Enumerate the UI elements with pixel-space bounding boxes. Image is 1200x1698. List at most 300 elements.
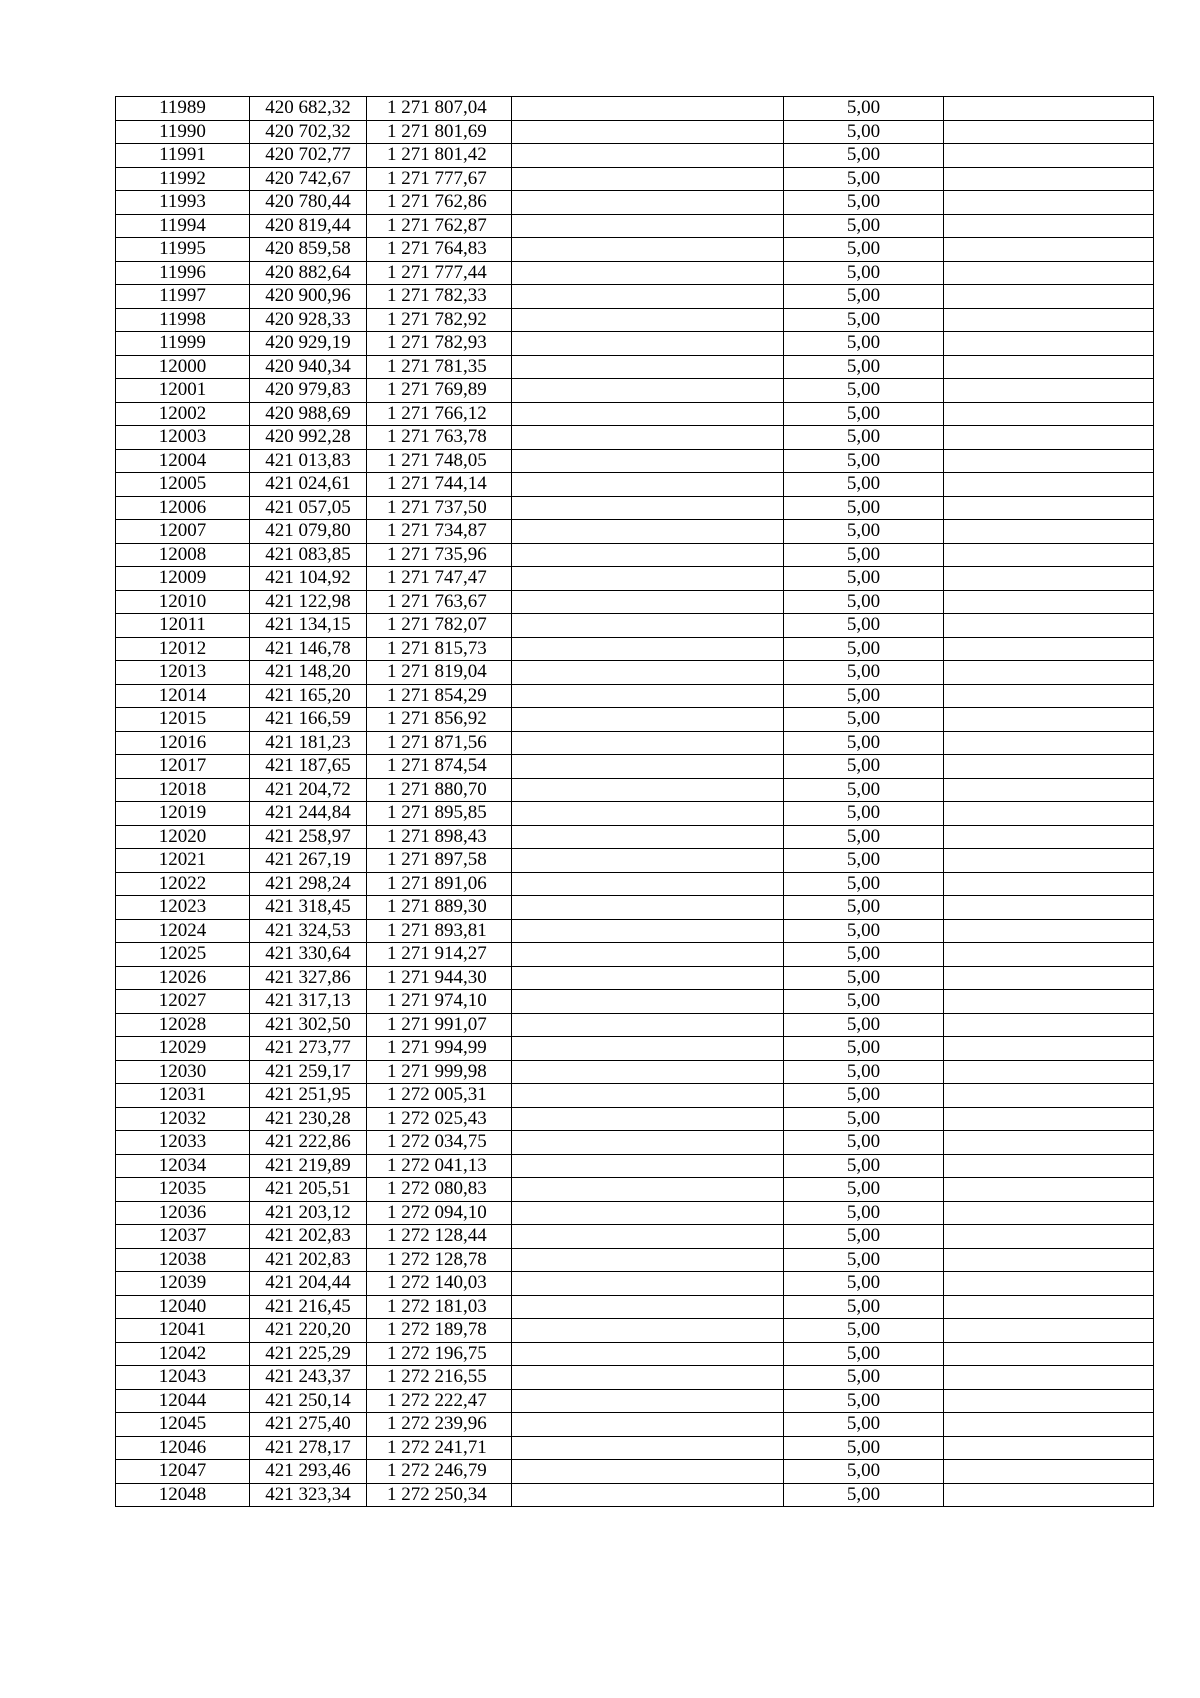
empty-cell [944, 214, 1154, 238]
table-row [116, 1225, 1154, 1249]
value-cell: 5,00 [784, 144, 944, 168]
empty-cell [944, 590, 1154, 614]
x-coordinate-cell: 421 104,92 [250, 567, 367, 591]
x-coordinate-cell: 421 293,46 [250, 1460, 367, 1484]
table-row [116, 308, 1154, 332]
x-coordinate-cell: 421 220,20 [250, 1319, 367, 1343]
empty-cell [512, 1389, 784, 1413]
y-coordinate-cell: 1 271 744,14 [367, 473, 512, 497]
x-coordinate-cell: 421 203,12 [250, 1201, 367, 1225]
value-cell: 5,00 [784, 449, 944, 473]
empty-cell [512, 191, 784, 215]
x-coordinate-cell: 420 940,34 [250, 355, 367, 379]
empty-cell [512, 496, 784, 520]
value-cell: 5,00 [784, 755, 944, 779]
table-row [116, 1013, 1154, 1037]
point-number-cell: 12003 [116, 426, 250, 450]
point-number-cell: 12006 [116, 496, 250, 520]
point-number-cell: 12008 [116, 543, 250, 567]
y-coordinate-cell: 1 271 782,07 [367, 614, 512, 638]
point-number-cell: 12004 [116, 449, 250, 473]
y-coordinate-cell: 1 272 140,03 [367, 1272, 512, 1296]
y-coordinate-cell: 1 271 880,70 [367, 778, 512, 802]
value-cell: 5,00 [784, 567, 944, 591]
empty-cell [944, 1436, 1154, 1460]
point-number-cell: 11999 [116, 332, 250, 356]
empty-cell [512, 1460, 784, 1484]
empty-cell [512, 778, 784, 802]
empty-cell [944, 1342, 1154, 1366]
point-number-cell: 12021 [116, 849, 250, 873]
empty-cell [512, 97, 784, 121]
value-cell: 5,00 [784, 1413, 944, 1437]
point-number-cell: 12013 [116, 661, 250, 685]
value-cell: 5,00 [784, 896, 944, 920]
empty-cell [512, 1319, 784, 1343]
table-row [116, 1248, 1154, 1272]
table-row [116, 1389, 1154, 1413]
x-coordinate-cell: 420 979,83 [250, 379, 367, 403]
point-number-cell: 12000 [116, 355, 250, 379]
table-row [116, 872, 1154, 896]
table-row [116, 825, 1154, 849]
empty-cell [512, 1295, 784, 1319]
table-row [116, 1060, 1154, 1084]
x-coordinate-cell: 420 819,44 [250, 214, 367, 238]
y-coordinate-cell: 1 271 895,85 [367, 802, 512, 826]
empty-cell [944, 896, 1154, 920]
x-coordinate-cell: 421 057,05 [250, 496, 367, 520]
table-row [116, 896, 1154, 920]
empty-cell [512, 849, 784, 873]
empty-cell [512, 896, 784, 920]
empty-cell [512, 943, 784, 967]
empty-cell [944, 849, 1154, 873]
point-number-cell: 12016 [116, 731, 250, 755]
empty-cell [944, 426, 1154, 450]
table-row [116, 1436, 1154, 1460]
value-cell: 5,00 [784, 543, 944, 567]
value-cell: 5,00 [784, 238, 944, 262]
point-number-cell: 12045 [116, 1413, 250, 1437]
y-coordinate-cell: 1 271 801,69 [367, 120, 512, 144]
x-coordinate-cell: 421 324,53 [250, 919, 367, 943]
empty-cell [944, 919, 1154, 943]
point-number-cell: 11996 [116, 261, 250, 285]
value-cell: 5,00 [784, 308, 944, 332]
empty-cell [512, 1154, 784, 1178]
x-coordinate-cell: 421 205,51 [250, 1178, 367, 1202]
empty-cell [944, 1460, 1154, 1484]
table-row [116, 402, 1154, 426]
point-number-cell: 12041 [116, 1319, 250, 1343]
table-row [116, 1460, 1154, 1484]
empty-cell [944, 167, 1154, 191]
empty-cell [944, 567, 1154, 591]
empty-cell [944, 97, 1154, 121]
empty-cell [512, 1248, 784, 1272]
empty-cell [512, 1272, 784, 1296]
value-cell: 5,00 [784, 97, 944, 121]
table-row [116, 1201, 1154, 1225]
point-number-cell: 12047 [116, 1460, 250, 1484]
empty-cell [944, 238, 1154, 262]
x-coordinate-cell: 421 267,19 [250, 849, 367, 873]
empty-cell [512, 802, 784, 826]
point-number-cell: 12040 [116, 1295, 250, 1319]
y-coordinate-cell: 1 271 871,56 [367, 731, 512, 755]
x-coordinate-cell: 420 859,58 [250, 238, 367, 262]
table-row [116, 1319, 1154, 1343]
table-row [116, 849, 1154, 873]
empty-cell [512, 120, 784, 144]
point-number-cell: 11992 [116, 167, 250, 191]
table-row [116, 238, 1154, 262]
value-cell: 5,00 [784, 1178, 944, 1202]
x-coordinate-cell: 421 222,86 [250, 1131, 367, 1155]
value-cell: 5,00 [784, 684, 944, 708]
x-coordinate-cell: 421 302,50 [250, 1013, 367, 1037]
y-coordinate-cell: 1 272 034,75 [367, 1131, 512, 1155]
empty-cell [512, 1366, 784, 1390]
empty-cell [944, 1013, 1154, 1037]
x-coordinate-cell: 421 230,28 [250, 1107, 367, 1131]
y-coordinate-cell: 1 271 737,50 [367, 496, 512, 520]
y-coordinate-cell: 1 271 766,12 [367, 402, 512, 426]
empty-cell [944, 637, 1154, 661]
table-row [116, 1366, 1154, 1390]
x-coordinate-cell: 421 323,34 [250, 1483, 367, 1507]
x-coordinate-cell: 420 780,44 [250, 191, 367, 215]
empty-cell [512, 285, 784, 309]
x-coordinate-cell: 421 273,77 [250, 1037, 367, 1061]
point-number-cell: 12027 [116, 990, 250, 1014]
table-row [116, 966, 1154, 990]
point-number-cell: 12025 [116, 943, 250, 967]
empty-cell [512, 1342, 784, 1366]
y-coordinate-cell: 1 271 781,35 [367, 355, 512, 379]
value-cell: 5,00 [784, 1483, 944, 1507]
empty-cell [944, 520, 1154, 544]
x-coordinate-cell: 421 216,45 [250, 1295, 367, 1319]
x-coordinate-cell: 421 318,45 [250, 896, 367, 920]
empty-cell [944, 449, 1154, 473]
point-number-cell: 12026 [116, 966, 250, 990]
value-cell: 5,00 [784, 919, 944, 943]
empty-cell [512, 1131, 784, 1155]
empty-cell [512, 1225, 784, 1249]
point-number-cell: 12014 [116, 684, 250, 708]
table-row [116, 614, 1154, 638]
table-row [116, 755, 1154, 779]
empty-cell [944, 1037, 1154, 1061]
y-coordinate-cell: 1 271 735,96 [367, 543, 512, 567]
table-row [116, 167, 1154, 191]
y-coordinate-cell: 1 272 025,43 [367, 1107, 512, 1131]
x-coordinate-cell: 421 327,86 [250, 966, 367, 990]
empty-cell [944, 285, 1154, 309]
x-coordinate-cell: 421 134,15 [250, 614, 367, 638]
y-coordinate-cell: 1 271 994,99 [367, 1037, 512, 1061]
value-cell: 5,00 [784, 426, 944, 450]
table-row [116, 731, 1154, 755]
x-coordinate-cell: 421 202,83 [250, 1248, 367, 1272]
value-cell: 5,00 [784, 849, 944, 873]
empty-cell [512, 919, 784, 943]
value-cell: 5,00 [784, 355, 944, 379]
table-row [116, 684, 1154, 708]
value-cell: 5,00 [784, 1107, 944, 1131]
empty-cell [512, 543, 784, 567]
y-coordinate-cell: 1 271 763,78 [367, 426, 512, 450]
empty-cell [512, 1060, 784, 1084]
value-cell: 5,00 [784, 332, 944, 356]
table-row [116, 1342, 1154, 1366]
x-coordinate-cell: 421 013,83 [250, 449, 367, 473]
value-cell: 5,00 [784, 120, 944, 144]
x-coordinate-cell: 421 244,84 [250, 802, 367, 826]
x-coordinate-cell: 421 258,97 [250, 825, 367, 849]
table-row [116, 543, 1154, 567]
x-coordinate-cell: 421 148,20 [250, 661, 367, 685]
value-cell: 5,00 [784, 708, 944, 732]
table-row [116, 1178, 1154, 1202]
x-coordinate-cell: 421 243,37 [250, 1366, 367, 1390]
value-cell: 5,00 [784, 496, 944, 520]
value-cell: 5,00 [784, 1037, 944, 1061]
y-coordinate-cell: 1 272 241,71 [367, 1436, 512, 1460]
empty-cell [944, 1201, 1154, 1225]
table-row [116, 285, 1154, 309]
empty-cell [512, 1107, 784, 1131]
value-cell: 5,00 [784, 1295, 944, 1319]
value-cell: 5,00 [784, 1248, 944, 1272]
table-row [116, 1084, 1154, 1108]
table-row [116, 449, 1154, 473]
empty-cell [944, 1131, 1154, 1155]
empty-cell [512, 402, 784, 426]
value-cell: 5,00 [784, 1436, 944, 1460]
x-coordinate-cell: 421 278,17 [250, 1436, 367, 1460]
x-coordinate-cell: 421 219,89 [250, 1154, 367, 1178]
empty-cell [944, 543, 1154, 567]
empty-cell [512, 167, 784, 191]
y-coordinate-cell: 1 271 889,30 [367, 896, 512, 920]
empty-cell [944, 614, 1154, 638]
y-coordinate-cell: 1 271 999,98 [367, 1060, 512, 1084]
empty-cell [944, 990, 1154, 1014]
y-coordinate-cell: 1 271 782,93 [367, 332, 512, 356]
table-row [116, 332, 1154, 356]
table-row [116, 426, 1154, 450]
x-coordinate-cell: 421 146,78 [250, 637, 367, 661]
y-coordinate-cell: 1 271 854,29 [367, 684, 512, 708]
x-coordinate-cell: 421 275,40 [250, 1413, 367, 1437]
empty-cell [944, 1295, 1154, 1319]
empty-cell [512, 661, 784, 685]
table-row [116, 943, 1154, 967]
empty-cell [512, 731, 784, 755]
x-coordinate-cell: 421 259,17 [250, 1060, 367, 1084]
x-coordinate-cell: 421 204,72 [250, 778, 367, 802]
point-number-cell: 12001 [116, 379, 250, 403]
table-row [116, 990, 1154, 1014]
empty-cell [944, 473, 1154, 497]
x-coordinate-cell: 420 742,67 [250, 167, 367, 191]
y-coordinate-cell: 1 271 762,86 [367, 191, 512, 215]
table-row [116, 1037, 1154, 1061]
value-cell: 5,00 [784, 473, 944, 497]
table-row [116, 708, 1154, 732]
empty-cell [512, 1013, 784, 1037]
empty-cell [512, 872, 784, 896]
point-number-cell: 11990 [116, 120, 250, 144]
point-number-cell: 11991 [116, 144, 250, 168]
point-number-cell: 12012 [116, 637, 250, 661]
x-coordinate-cell: 421 083,85 [250, 543, 367, 567]
table-row [116, 144, 1154, 168]
table-row [116, 802, 1154, 826]
empty-cell [944, 308, 1154, 332]
value-cell: 5,00 [784, 214, 944, 238]
y-coordinate-cell: 1 272 128,44 [367, 1225, 512, 1249]
point-number-cell: 12005 [116, 473, 250, 497]
x-coordinate-cell: 421 202,83 [250, 1225, 367, 1249]
point-number-cell: 12011 [116, 614, 250, 638]
point-number-cell: 12010 [116, 590, 250, 614]
y-coordinate-cell: 1 272 239,96 [367, 1413, 512, 1437]
empty-cell [512, 379, 784, 403]
empty-cell [944, 379, 1154, 403]
value-cell: 5,00 [784, 285, 944, 309]
value-cell: 5,00 [784, 520, 944, 544]
empty-cell [944, 1154, 1154, 1178]
x-coordinate-cell: 421 079,80 [250, 520, 367, 544]
y-coordinate-cell: 1 272 080,83 [367, 1178, 512, 1202]
value-cell: 5,00 [784, 825, 944, 849]
value-cell: 5,00 [784, 661, 944, 685]
empty-cell [512, 355, 784, 379]
y-coordinate-cell: 1 271 734,87 [367, 520, 512, 544]
value-cell: 5,00 [784, 1013, 944, 1037]
x-coordinate-cell: 421 181,23 [250, 731, 367, 755]
y-coordinate-cell: 1 271 856,92 [367, 708, 512, 732]
point-number-cell: 12029 [116, 1037, 250, 1061]
point-number-cell: 11993 [116, 191, 250, 215]
x-coordinate-cell: 420 929,19 [250, 332, 367, 356]
y-coordinate-cell: 1 272 094,10 [367, 1201, 512, 1225]
x-coordinate-cell: 420 992,28 [250, 426, 367, 450]
y-coordinate-cell: 1 271 782,92 [367, 308, 512, 332]
empty-cell [944, 261, 1154, 285]
empty-cell [512, 1037, 784, 1061]
empty-cell [512, 473, 784, 497]
empty-cell [512, 1413, 784, 1437]
table-row [116, 567, 1154, 591]
point-number-cell: 12015 [116, 708, 250, 732]
y-coordinate-cell: 1 271 762,87 [367, 214, 512, 238]
value-cell: 5,00 [784, 1201, 944, 1225]
x-coordinate-cell: 421 251,95 [250, 1084, 367, 1108]
table-row [116, 355, 1154, 379]
empty-cell [512, 614, 784, 638]
x-coordinate-cell: 421 122,98 [250, 590, 367, 614]
empty-cell [944, 1107, 1154, 1131]
y-coordinate-cell: 1 271 893,81 [367, 919, 512, 943]
table-row [116, 778, 1154, 802]
y-coordinate-cell: 1 271 815,73 [367, 637, 512, 661]
empty-cell [944, 144, 1154, 168]
y-coordinate-cell: 1 271 748,05 [367, 449, 512, 473]
y-coordinate-cell: 1 271 807,04 [367, 97, 512, 121]
empty-cell [944, 1060, 1154, 1084]
x-coordinate-cell: 421 225,29 [250, 1342, 367, 1366]
table-row [116, 1483, 1154, 1507]
empty-cell [512, 990, 784, 1014]
empty-cell [944, 684, 1154, 708]
empty-cell [944, 1178, 1154, 1202]
table-row [116, 919, 1154, 943]
point-number-cell: 12035 [116, 1178, 250, 1202]
empty-cell [512, 708, 784, 732]
empty-cell [512, 144, 784, 168]
empty-cell [944, 1272, 1154, 1296]
y-coordinate-cell: 1 272 189,78 [367, 1319, 512, 1343]
empty-cell [512, 825, 784, 849]
point-number-cell: 11997 [116, 285, 250, 309]
y-coordinate-cell: 1 271 747,47 [367, 567, 512, 591]
empty-cell [512, 567, 784, 591]
point-number-cell: 12042 [116, 1342, 250, 1366]
empty-cell [944, 825, 1154, 849]
empty-cell [512, 214, 784, 238]
point-number-cell: 12009 [116, 567, 250, 591]
table-row [116, 1413, 1154, 1437]
empty-cell [944, 1319, 1154, 1343]
empty-cell [944, 496, 1154, 520]
empty-cell [512, 308, 784, 332]
value-cell: 5,00 [784, 778, 944, 802]
x-coordinate-cell: 421 317,13 [250, 990, 367, 1014]
value-cell: 5,00 [784, 614, 944, 638]
y-coordinate-cell: 1 271 769,89 [367, 379, 512, 403]
table-row [116, 520, 1154, 544]
empty-cell [944, 1389, 1154, 1413]
empty-cell [944, 1248, 1154, 1272]
coordinates-table [115, 96, 1154, 1507]
y-coordinate-cell: 1 272 005,31 [367, 1084, 512, 1108]
y-coordinate-cell: 1 271 914,27 [367, 943, 512, 967]
empty-cell [944, 778, 1154, 802]
y-coordinate-cell: 1 272 246,79 [367, 1460, 512, 1484]
point-number-cell: 12017 [116, 755, 250, 779]
y-coordinate-cell: 1 271 777,44 [367, 261, 512, 285]
x-coordinate-cell: 420 702,77 [250, 144, 367, 168]
table-row [116, 97, 1154, 121]
y-coordinate-cell: 1 271 777,67 [367, 167, 512, 191]
empty-cell [512, 590, 784, 614]
table-row [116, 261, 1154, 285]
y-coordinate-cell: 1 271 991,07 [367, 1013, 512, 1037]
y-coordinate-cell: 1 272 216,55 [367, 1366, 512, 1390]
value-cell: 5,00 [784, 1225, 944, 1249]
point-number-cell: 12036 [116, 1201, 250, 1225]
y-coordinate-cell: 1 271 782,33 [367, 285, 512, 309]
point-number-cell: 11998 [116, 308, 250, 332]
value-cell: 5,00 [784, 1460, 944, 1484]
empty-cell [512, 1178, 784, 1202]
empty-cell [512, 449, 784, 473]
